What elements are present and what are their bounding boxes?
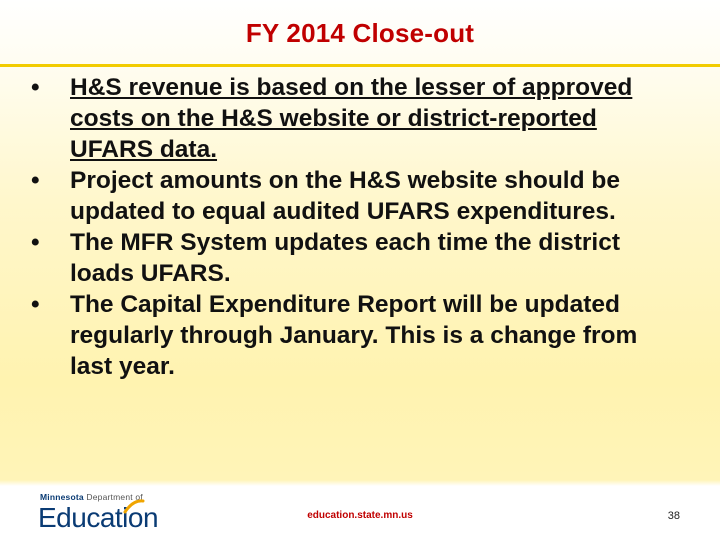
bullet-text: The Capital Expenditure Report will be updated regularly through January. This is a change from last year. (70, 291, 638, 380)
footer-url: education.state.mn.us (307, 510, 413, 521)
logo-wordmark: Education (38, 502, 159, 533)
logo-state: Minnesota (40, 492, 84, 502)
bullet-glyph: • (31, 74, 40, 101)
bullet-text: The MFR System updates each time the district loads UFARS. (70, 229, 621, 287)
logo-swoosh-icon (123, 498, 145, 514)
title-divider (0, 64, 720, 67)
slide-title: FY 2014 Close-out (245, 18, 475, 48)
bullet-item (26, 72, 686, 165)
bullet-glyph: • (31, 167, 40, 194)
logo-department: Department of (86, 492, 143, 502)
bullet-glyph: • (31, 291, 40, 318)
mde-logo (38, 492, 178, 536)
bullet-item (26, 165, 686, 227)
slide-footer (0, 486, 720, 540)
bullet-text: Project amounts on the H&S website should be updated to equal audited UFARS expenditures. (70, 167, 620, 225)
bullet-list (26, 72, 686, 382)
bullet-text: H&S revenue is based on the lesser of approved costs on the H&S website or district-reported UFARS data. (70, 74, 633, 163)
bullet-glyph: • (31, 229, 40, 256)
slide-number: 38 (667, 510, 680, 522)
bullet-item (26, 227, 686, 289)
bullet-item (26, 289, 686, 382)
